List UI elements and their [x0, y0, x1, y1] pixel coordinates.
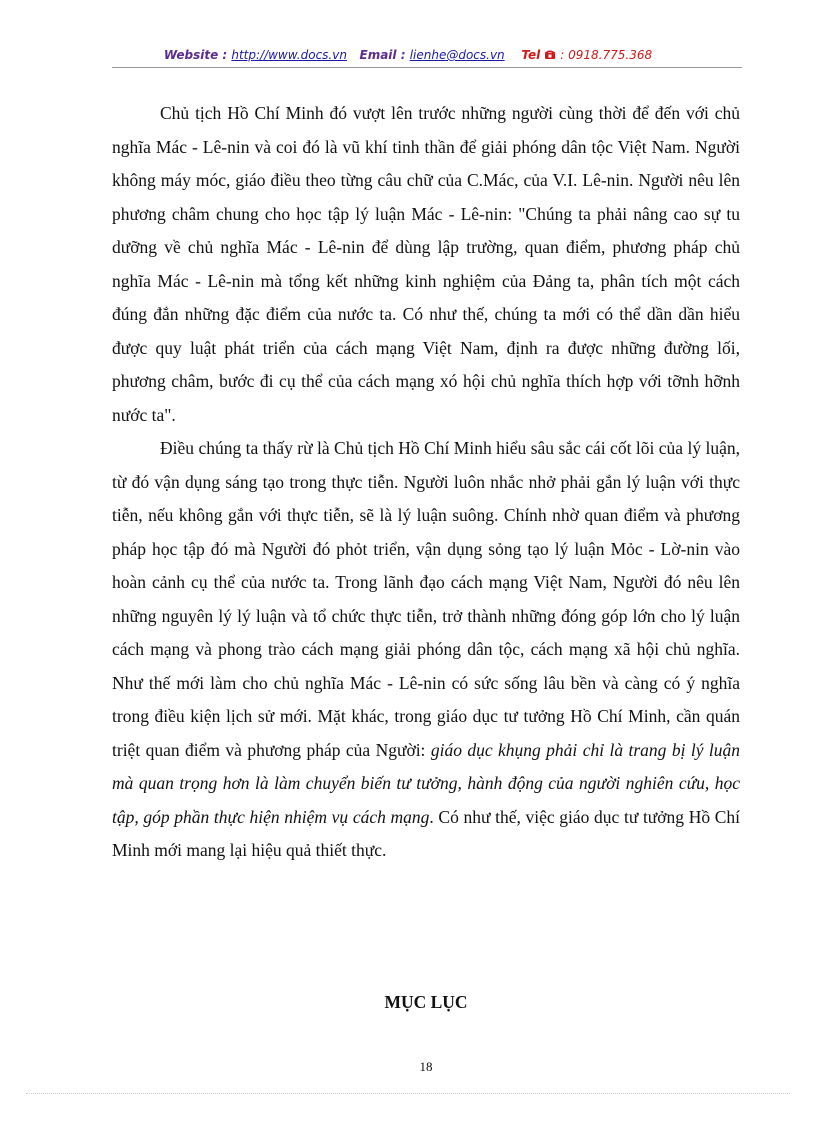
paragraph-2-text: Điều chúng ta thấy rừ là Chủ tịch Hồ Chí Minh hiểu sâu sắc cái cốt lõi của lý luận, từ đó vận dụng sáng tạo trong thực tiễn. Người luôn nhắc nhở phải gắn lý luận với thực tiễn, nếu không gắn với thực tiễn, sẽ là lý luận suông. Chính nhờ quan điểm và phương pháp học tập đó mà Người đó phỏt triển, vận dụng sỏng tạo lý luận Mỏc - Lờ-nin vào hoàn cảnh cụ thể của nước ta. Trong lãnh đạo cách mạng Việt Nam, Người đó nêu lên những nguyên lý lý luận và tổ chức thực tiễn, trở thành những đóng góp lớn cho lý luận cách mạng và phong trào cách mạng giải phóng dân tộc, cách mạng xã hội chủ nghĩa. Như thế mới làm cho chủ nghĩa Mác - Lê-nin có sức sống lâu bền và càng có ý nghĩa trong điều kiện lịch sử mới. Mặt khác, trong giáo dục tư tưởng Hồ Chí Minh, cần quán triệt quan điểm và phương pháp của Người: — [112, 438, 740, 760]
page-number: 18 — [419, 1059, 433, 1074]
phone-icon — [544, 48, 556, 62]
email-separator: : — [396, 48, 410, 62]
body-text — [112, 97, 740, 868]
email-label: Email — [359, 48, 397, 62]
tel-separator: : — [556, 48, 569, 62]
paragraph-2-end: . Có như thế, việc giáo dục tư tưởng Hồ Chí Minh mới mang lại hiệu quả thiết thực. — [112, 806, 741, 860]
tel-label: Tel — [521, 48, 541, 62]
page-header — [0, 48, 816, 62]
email-link[interactable]: lienhe@docs.vn — [409, 48, 505, 62]
website-label: Website — [163, 48, 219, 62]
page-bottom-divider — [26, 1093, 790, 1094]
header-divider — [112, 67, 742, 68]
website-separator: : — [218, 48, 232, 62]
paragraph-2 — [112, 432, 740, 868]
tel-number: 0918.775.368 — [568, 48, 653, 62]
toc-heading: MỤC LỤC — [384, 992, 468, 1012]
paragraph-1: Chủ tịch Hồ Chí Minh đó vượt lên trước những người cùng thời để đến với chủ nghĩa Mác - Lê-nin và coi đó là vũ khí tinh thần để giải phóng dân tộc Việt Nam. Người không máy móc, giáo điều theo từng câu chữ của C.Mác, của V.I. Lê-nin. Người nêu lên phương châm chung cho học tập lý luận Mác - Lê-nin: "Chúng ta phải nâng cao sự tu dưỡng về chủ nghĩa Mác - Lê-nin để dùng lập trường, quan điểm, phương pháp chủ nghĩa Mác - Lê-nin mà tổng kết những kinh nghiệm của Đảng ta, phân tích một cách đúng đắn những đặc điểm của nước ta. Có như thế, chúng ta mới có thể dần dần hiểu được quy luật phát triển của cách mạng Việt Nam, định ra được những đường lối, phương châm, bước đi cụ thể của cách mạng xó hội chủ nghĩa thích hợp với tỡnh hỡnh nước ta". — [112, 103, 740, 425]
paragraph-2-italic: giáo dục khụng phải chỉ là trang bị lý luận mà quan trọng hơn là làm chuyển biến tư tưởng, hành động của người nghiên cứu, học tập, góp phần thực hiện nhiệm vụ cách mạng — [112, 739, 740, 827]
website-link[interactable]: http://www.docs.vn — [231, 48, 347, 62]
